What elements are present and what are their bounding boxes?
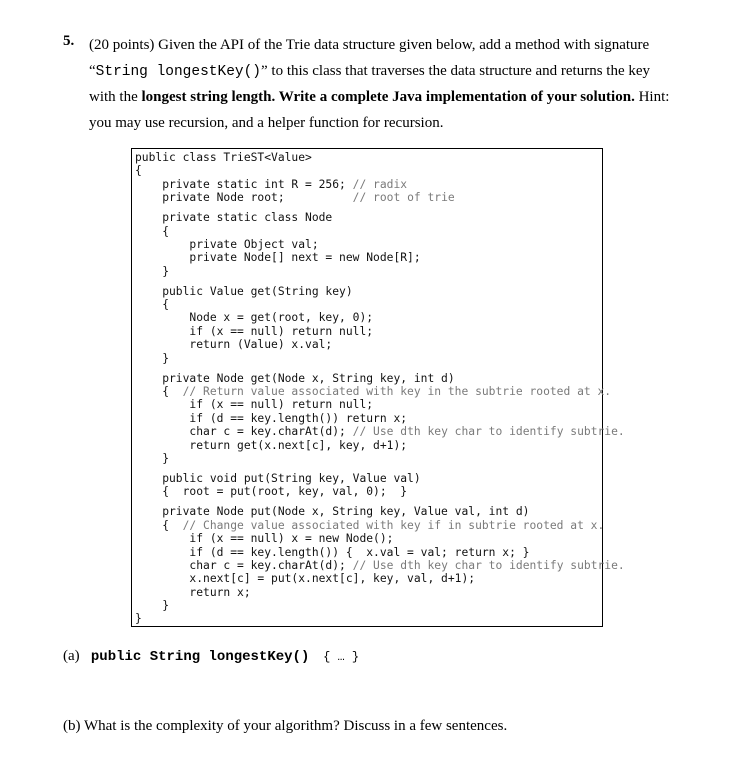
code-line xyxy=(135,485,625,498)
code-text: private Node[] next = new Node[R]; xyxy=(135,251,421,265)
code-line xyxy=(135,505,625,518)
code-line xyxy=(135,612,625,625)
code-comment: // Use dth key char to identify subtrie. xyxy=(352,425,625,439)
part-b-question: (b) What is the complexity of your algorithm? Discuss in a few sentences. xyxy=(63,718,508,734)
code-text: { xyxy=(135,385,183,399)
code-text: public Value get(String key) xyxy=(135,284,353,298)
question-number: 5. xyxy=(63,33,75,49)
code-line xyxy=(135,586,625,599)
code-text: } xyxy=(135,599,170,613)
code-text: { xyxy=(135,518,183,532)
code-text: private Node put(Node x, String key, Value val, int d) xyxy=(135,505,530,519)
line3-pre: the xyxy=(119,89,142,105)
code-line xyxy=(135,298,625,311)
code-text: Node x = get(root, key, 0); xyxy=(135,311,374,325)
code-line xyxy=(135,238,625,251)
code-text: if (d == key.length()) { x.val = val; return x; } xyxy=(135,545,530,559)
signature-open-quote: “ xyxy=(89,62,96,79)
code-line xyxy=(135,311,625,324)
code-line xyxy=(135,472,625,485)
code-line xyxy=(135,325,625,338)
code-comment: // Return value associated with key in the subtrie rooted at x. xyxy=(182,385,612,399)
code-text: { xyxy=(135,224,170,238)
code-text: return x; xyxy=(135,585,251,599)
method-signature: String longestKey() xyxy=(95,63,261,80)
code-line xyxy=(135,265,625,278)
code-text: public class TrieST<Value> xyxy=(135,151,312,164)
code-text: if (x == null) return null; xyxy=(135,398,374,412)
code-listing xyxy=(135,151,625,626)
code-listing-box xyxy=(131,148,625,627)
code-text: private Node get(Node x, String key, int d) xyxy=(135,371,455,385)
code-line xyxy=(135,572,625,585)
code-text: if (x == null) return null; xyxy=(135,324,374,338)
line3-bold: longest string length. Write a complete Java implementation of your solution. xyxy=(141,89,635,105)
code-line xyxy=(135,532,625,545)
code-text: private static class Node xyxy=(135,211,333,225)
code-line xyxy=(135,465,625,472)
code-comment: // root of trie xyxy=(352,191,455,205)
code-text: if (d == key.length()) return x; xyxy=(135,411,408,425)
code-text: private Object val; xyxy=(135,237,319,251)
code-comment: // Change value associated with key if in subtrie rooted at x. xyxy=(182,518,605,532)
code-line xyxy=(135,191,625,204)
part-a xyxy=(63,648,359,665)
code-line xyxy=(135,151,625,164)
code-line xyxy=(135,425,625,438)
code-line xyxy=(135,352,625,365)
part-a-body: { … } xyxy=(323,650,360,664)
code-line xyxy=(135,285,625,298)
code-line xyxy=(135,365,625,372)
question-text xyxy=(89,33,671,136)
code-line xyxy=(135,559,625,572)
code-line xyxy=(135,372,625,385)
code-line xyxy=(135,385,625,398)
code-line xyxy=(135,278,625,285)
code-line xyxy=(135,398,625,411)
code-line xyxy=(135,499,625,506)
code-comment: // radix xyxy=(352,177,408,191)
code-line xyxy=(135,439,625,452)
code-line xyxy=(135,178,625,191)
code-text: char c = key.charAt(d); xyxy=(135,558,353,572)
code-text: } xyxy=(135,351,170,365)
code-line xyxy=(135,546,625,559)
code-text: char c = key.charAt(d); xyxy=(135,425,353,439)
code-line xyxy=(135,211,625,224)
code-text: } xyxy=(135,451,170,465)
code-comment: // Use dth key char to identify subtrie. xyxy=(352,558,625,572)
code-text: private Node root; xyxy=(135,191,353,205)
code-line xyxy=(135,452,625,465)
code-line xyxy=(135,164,625,177)
signature-close-text: ” to this class that traverses the data structure and returns the key with xyxy=(89,62,651,105)
code-text: } xyxy=(135,612,142,626)
code-line xyxy=(135,205,625,212)
code-line xyxy=(135,519,625,532)
code-text: { xyxy=(135,298,170,312)
code-line xyxy=(135,251,625,264)
code-line xyxy=(135,412,625,425)
code-text: { root = put(root, key, val, 0); } xyxy=(135,485,408,499)
code-text: if (x == null) x = new Node(); xyxy=(135,532,394,546)
code-line xyxy=(135,225,625,238)
code-line xyxy=(135,338,625,351)
code-text: return (Value) x.val; xyxy=(135,338,333,352)
line3-post: Hint: you xyxy=(89,89,670,131)
code-line xyxy=(135,599,625,612)
question-points-text: (20 points) Given the API of the Trie data structure given below, add a method with signature xyxy=(89,37,650,53)
part-a-label: (a) xyxy=(63,648,80,664)
code-text: } xyxy=(135,264,170,278)
code-text: private static int R = 256; xyxy=(135,177,353,191)
hint-text: may use recursion, and a helper function for recursion. xyxy=(115,114,444,131)
code-text: public void put(String key, Value val) xyxy=(135,471,421,485)
code-text: { xyxy=(135,164,142,178)
part-a-signature: public String longestKey() xyxy=(90,649,310,665)
code-text: return get(x.next[c], key, d+1); xyxy=(135,438,408,452)
code-text: x.next[c] = put(x.next[c], key, val, d+1); xyxy=(135,572,476,586)
